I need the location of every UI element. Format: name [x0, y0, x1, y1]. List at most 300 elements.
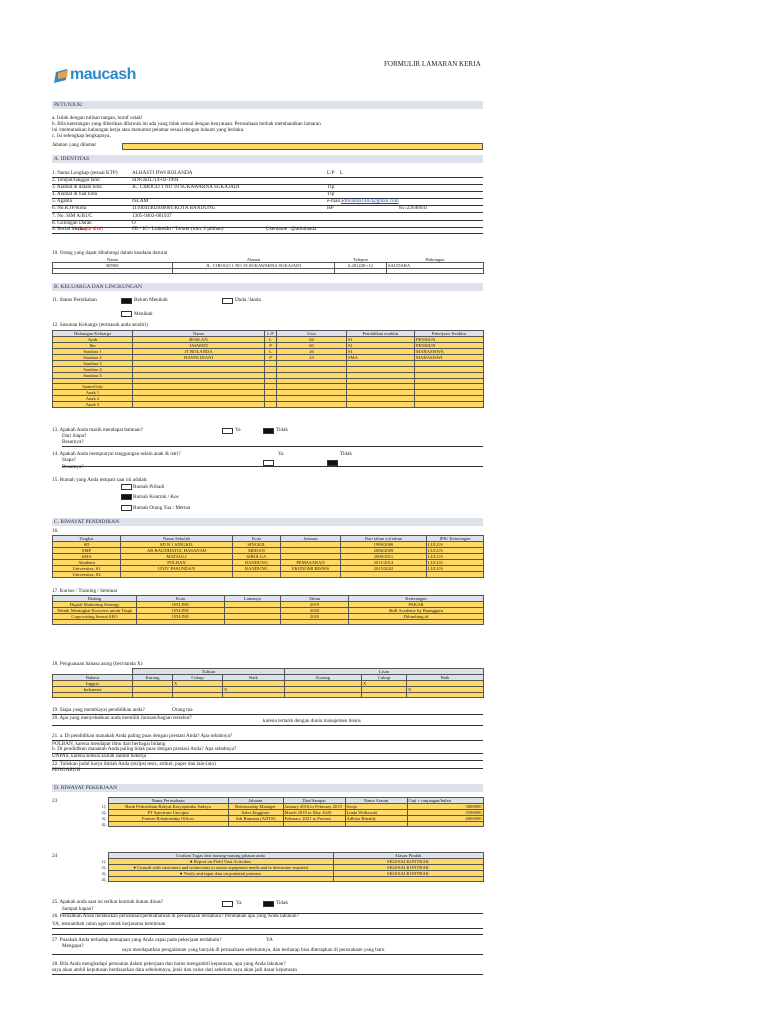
row-number: 1).: [101, 859, 107, 864]
q21a-label: 21. a. Di pendidikan manakah Anda paling puas dengan prestasi Anda? Apa sebabnya?: [52, 733, 233, 739]
table-cell[interactable]: Dibimbing.id: [349, 614, 484, 620]
identitas-extra-label: Tlp: [327, 191, 335, 197]
table-cell[interactable]: [277, 402, 347, 408]
table-cell[interactable]: [333, 877, 483, 882]
table-cell[interactable]: L: [265, 349, 277, 355]
keluarga-heading: B. KELUARGA DAN LINGKUNGAN: [52, 283, 483, 291]
table-cell[interactable]: PT Spectrum Unicipta: [108, 810, 228, 816]
table-header: Lamanya: [225, 596, 281, 602]
table-cell[interactable]: ONLINE: [137, 608, 225, 614]
petunjuk-heading: PETUNJUK:: [52, 101, 483, 109]
status-checkbox[interactable]: [222, 298, 233, 304]
table-cell[interactable]: MATAULI: [121, 554, 233, 560]
table-cell[interactable]: MAHASISWA: [415, 349, 484, 355]
tulisan-header: Tulisan: [133, 669, 285, 675]
table-cell[interactable]: Copywriting Sesuai SEO: [53, 614, 137, 620]
table-cell[interactable]: SELESAI KONTRAK: [333, 865, 483, 871]
table-header: Kota: [137, 596, 225, 602]
ya-label: Ya: [235, 427, 241, 433]
q22-answer[interactable]: PENGARUH: [52, 767, 81, 773]
table-cell[interactable]: SMP: [53, 548, 121, 554]
table-cell[interactable]: [137, 620, 225, 625]
table-cell[interactable]: Skill Academy by Ruangguru: [349, 608, 484, 614]
table-cell[interactable]: 3500000: [407, 810, 483, 816]
table-cell[interactable]: SELESAI KONTRAK: [333, 871, 483, 877]
family-table: [52, 330, 484, 408]
q20-label: 20. Apa yang menyebabkan anda memilih Jurusan/bagian tersebut?: [52, 715, 192, 721]
identitas-extra-label: L/P: [327, 170, 335, 176]
table-cell[interactable]: HANNI DIANI: [133, 355, 265, 361]
q19-answer[interactable]: Orang tua: [172, 707, 193, 713]
ya-label: Ya: [236, 900, 242, 906]
table-cell[interactable]: SD N 1 SINGKIL: [121, 542, 233, 548]
table-header: Gaji + tunjangan/bulan: [407, 798, 483, 804]
table-header: Hubungan: [425, 257, 445, 262]
q24-label: 24: [52, 853, 58, 859]
table-cell[interactable]: 4000000: [407, 816, 483, 822]
emergency-cell[interactable]: JL. CIBOGO 1 NO 18 SUKAWARNA SUKAJADI: [173, 263, 335, 269]
q26-answer[interactable]: YA, menambah calon agen untuk kerjasama kemitraan: [52, 921, 166, 927]
table-cell[interactable]: [341, 572, 427, 578]
ya-label: Ya: [278, 451, 284, 457]
field-underline: [52, 198, 483, 199]
identitas-value[interactable]: O: [132, 220, 136, 226]
table-row: [53, 572, 484, 578]
table-row: [53, 693, 484, 698]
tidak-label: Tidak: [276, 427, 288, 433]
table-header: Baik: [407, 675, 484, 681]
table-row: [53, 620, 484, 625]
table-cell[interactable]: Ayah: [53, 337, 133, 343]
table-cell[interactable]: [281, 620, 349, 625]
table-cell[interactable]: X: [223, 687, 285, 693]
table-header: Nama: [133, 331, 265, 337]
table-cell[interactable]: [407, 822, 483, 827]
identitas-extra-value[interactable]: 85722646041: [399, 205, 428, 211]
table-cell[interactable]: [133, 402, 265, 408]
maucash-logo: [52, 66, 144, 86]
q28-answer[interactable]: saya akan ambil keputusan berdasarkan data sebelumnya, jenis dan value dari sebelum saya akan jadi dasar keputusan: [52, 967, 298, 973]
table-cell[interactable]: AR-RAUDHATUL HASANAH: [121, 548, 233, 554]
table-cell[interactable]: BANDUNG: [233, 566, 281, 572]
table-header: Hubungan Keluarga: [53, 331, 133, 337]
table-cell[interactable]: LULUS: [427, 560, 484, 566]
q21a-answer[interactable]: POLBAN, karena mendapat ilmu dari berbagai bidang: [52, 741, 166, 747]
table-cell[interactable]: JT ROLANDA: [133, 349, 265, 355]
table-cell[interactable]: Anak 1: [53, 390, 133, 396]
q14-label: 14. Apakah Anda mempunyai tanggungan selain anak & istri?: [52, 451, 181, 457]
pendidikan-heading: C. RIWAYAT PENDIDIKAN: [52, 518, 483, 526]
rumah-checkbox[interactable]: [121, 484, 132, 490]
row-number: 4).: [101, 821, 107, 827]
table-cell[interactable]: SINGKIL: [233, 542, 281, 548]
table-header: Uraikan Tugas dari masing-masing jabatan anda: [108, 853, 333, 859]
table-cell[interactable]: 1999/2006: [341, 542, 427, 548]
emergency-cell[interactable]: [53, 269, 173, 274]
lisan-header: Lisan: [285, 669, 484, 675]
label-note: (wajib diisi): [78, 226, 104, 232]
table-cell[interactable]: Indonesia: [53, 687, 133, 693]
table-cell[interactable]: Universitas, S1: [53, 566, 121, 572]
table-cell[interactable]: 2020: [281, 608, 349, 614]
q22-label: 22. Tuliskan judul karya ilmiah Anda (skripsi tesis, artikel, paper dan lain-lain): [52, 761, 216, 767]
table-cell[interactable]: Digital Marketing Strategy: [53, 602, 137, 608]
table-cell[interactable]: ROSLAN: [133, 337, 265, 343]
table-cell[interactable]: LULUS: [427, 542, 484, 548]
identitas-label: 8. Golongan Darah: [52, 220, 92, 226]
table-cell[interactable]: [283, 822, 345, 827]
petunjuk-line: b. Bila keterangan yang diberikan dibawah ini ada yang tidak sesuai dengan kenyataan. Perusahaan berhak membatalkan lamaran: [52, 121, 321, 127]
table-cell[interactable]: [173, 693, 223, 698]
table-header: Bidang: [53, 596, 137, 602]
table-cell[interactable]: X: [173, 681, 223, 687]
table-cell[interactable]: SIBOLGA: [233, 554, 281, 560]
table-cell[interactable]: Partner Relationship Officer: [108, 816, 228, 822]
table-cell[interactable]: [285, 693, 362, 698]
table-header: Kurang: [133, 675, 173, 681]
table-cell[interactable]: [121, 572, 233, 578]
table-cell[interactable]: ● Consult with customers and technicians to assess equipment needs and to determine required: [108, 865, 333, 871]
table-cell[interactable]: ● Report on Field Visit Activities: [108, 859, 333, 865]
table-cell[interactable]: X: [362, 681, 407, 687]
table-cell[interactable]: Sales Engginer: [228, 810, 283, 816]
table-cell[interactable]: [415, 402, 484, 408]
table-cell[interactable]: [53, 693, 133, 698]
table-header: Dari tahun s/d tahun: [341, 536, 427, 542]
table-header: Dari/Sampai: [283, 798, 345, 804]
identitas-value[interactable]: ALHASTI DWI ROLANDA: [132, 170, 193, 176]
pekerjaan-heading: D. RIWAYAT PEKERJAAN: [52, 784, 483, 792]
petunjuk-line: c. Isi selengkap lengkapnya.: [52, 133, 111, 139]
table-cell[interactable]: X: [407, 687, 484, 693]
status-checkbox[interactable]: [121, 311, 132, 317]
table-cell[interactable]: [108, 877, 333, 882]
table-header: Pendidikan terakhir: [347, 331, 415, 337]
table-header: Usia: [277, 331, 347, 337]
identitas-label: 6. No.KTP/Kota: [52, 205, 87, 211]
field-underline: [52, 184, 483, 185]
q25-tidak-checkbox[interactable]: [263, 901, 274, 907]
status-checkbox[interactable]: [121, 298, 132, 304]
table-cell[interactable]: Adhitia Rinaldy: [345, 816, 407, 822]
q25-ya-checkbox[interactable]: [222, 901, 233, 907]
table-header: Telepon: [353, 257, 368, 262]
identitas-label: 9. Social Media: [52, 226, 85, 232]
table-header: Cukup: [362, 675, 407, 681]
q27-label: 27. Puaskah Anda terhadap kemajuan yang Anda capai pada pekerjaan terdahulu?: [52, 937, 222, 943]
q13-sub: Besarnya?: [62, 439, 84, 445]
table-cell[interactable]: [347, 402, 415, 408]
table-cell[interactable]: PENSIUN: [415, 343, 484, 349]
q13-sub: Dari Siapa?: [62, 433, 87, 439]
field-underline: [52, 177, 483, 178]
table-header: Keterangan: [349, 596, 484, 602]
status-option: Menikah: [134, 311, 153, 317]
table-cell[interactable]: March 2019 to May 2020: [283, 810, 345, 816]
rumah-checkbox[interactable]: [121, 505, 132, 511]
table-cell[interactable]: 2006/2009: [341, 548, 427, 554]
education-table: [52, 535, 484, 578]
tidak-label: Tidak: [276, 900, 288, 906]
table-cell[interactable]: February 2021 to Present: [283, 816, 345, 822]
emergency-cell[interactable]: 6,28122E+12: [335, 263, 387, 269]
q16-label: 16.: [52, 528, 59, 534]
susunan-label: 12. Susunan Keluarga (termasuk anda sendiri): [52, 322, 148, 328]
identitas-label: 5. Agama: [52, 198, 72, 204]
table-header: Nama: [107, 257, 118, 262]
row-number: 3).: [101, 871, 107, 876]
q28-label: 28. Bila Anda menghadapi persoalan dalam pekerjaan dan harus mengambil keputusan, apa yang Anda lakukan?: [52, 961, 286, 967]
emergency-cell[interactable]: [173, 269, 335, 274]
table-cell[interactable]: 23: [277, 355, 347, 361]
table-cell[interactable]: Relationship Manager: [228, 804, 283, 810]
rumah-checkbox[interactable]: [121, 494, 132, 500]
identitas-value[interactable]: FB / IG / LinkedIn / Twitter (min. 2 pilihan): [132, 226, 224, 232]
table-cell[interactable]: 2019: [281, 602, 349, 608]
table-cell[interactable]: PENSIUN: [415, 337, 484, 343]
table-cell[interactable]: ● Verify and input data on potential partners: [108, 871, 333, 877]
table-cell[interactable]: Saudara 2: [53, 355, 133, 361]
status-label: 11. Status Pernikahan: [52, 297, 97, 303]
q26-label: 26. Pernahkah Anda melakukan perubahan/pembaharuan di perusahaan terdahulu? Perubahan apa yang Anda lakukan?: [52, 913, 299, 919]
table-cell[interactable]: Suami/Istri: [53, 384, 133, 390]
table-cell[interactable]: Saudara 5: [53, 373, 133, 379]
table-header: Baik: [223, 675, 285, 681]
table-header: Cukup: [173, 675, 223, 681]
identitas-extra-label: HP: [327, 205, 334, 211]
status-option: Belum Menikah: [134, 297, 168, 303]
table-cell[interactable]: [223, 693, 285, 698]
table-header: IPK/ Keterangan: [427, 536, 484, 542]
q20-answer[interactable]: karena tertarik dengan dunia manajemen bisnis: [263, 718, 361, 724]
job-table: [100, 797, 484, 827]
table-cell[interactable]: BANDUNG: [233, 560, 281, 566]
email-link[interactable]: adrolanda1402@gmail.com: [341, 198, 399, 204]
table-cell[interactable]: Adi Bumanu (ANTE): [228, 816, 283, 822]
table-header: Kurang: [285, 675, 362, 681]
table-cell[interactable]: SD: [53, 542, 121, 548]
table-header: Tahun: [281, 596, 349, 602]
table-header: L/P: [265, 331, 277, 337]
tidak-label: Tidak: [340, 451, 352, 457]
table-cell[interactable]: PEMASARAN: [281, 560, 341, 566]
q17-label: 17. Kursus / Training / Seminar: [52, 588, 118, 594]
logo-icon: [52, 67, 72, 85]
table-cell[interactable]: [108, 822, 228, 827]
q21b-answer[interactable]: UNPAS, karena selesai kuliah sambil bekerja: [52, 753, 147, 759]
table-cell[interactable]: SMA: [347, 355, 415, 361]
table-header: Pekerjaan Terakhir: [415, 331, 484, 337]
table-header: Alamat: [246, 257, 261, 262]
table-cell[interactable]: 26: [277, 349, 347, 355]
table-row: [100, 877, 483, 882]
q27-reason[interactable]: saya mendapatkan pengalaman yang banyak di perusahaan sebelumnya, dan berharap bisa diterapkan di perusahaan yang baru: [122, 947, 385, 953]
table-cell[interactable]: Saudara 4: [53, 367, 133, 373]
table-cell[interactable]: 60: [277, 343, 347, 349]
identitas-value[interactable]: SINGKIL/14-02-1994: [132, 177, 179, 183]
table-cell[interactable]: [133, 693, 173, 698]
emergency-cell[interactable]: [335, 269, 387, 274]
table-cell[interactable]: S1: [347, 337, 415, 343]
q25-sub: Sampai kapan?: [62, 906, 94, 912]
field-underline: [52, 191, 483, 192]
row-number: 2).: [101, 865, 107, 870]
q13-ya-checkbox[interactable]: [222, 428, 233, 434]
status-option: Duda /Janda: [235, 297, 261, 303]
field-underline: [52, 233, 483, 234]
table-cell[interactable]: 2020: [281, 614, 349, 620]
table-cell[interactable]: Universitas, S2: [53, 572, 121, 578]
q13-label: 13. Apakah Anda masih mendapat bantuan?: [52, 427, 144, 433]
table-cell[interactable]: MAHASISWI: [415, 355, 484, 361]
table-cell[interactable]: [281, 572, 341, 578]
emergency-table: [52, 257, 484, 274]
rumah-option: Rumah Pribadi: [133, 484, 165, 490]
table-cell[interactable]: [349, 620, 484, 625]
q14-sub: Besarnya?: [62, 464, 84, 470]
table-cell[interactable]: Anak 3: [53, 402, 133, 408]
identitas-extra-label: Username : @adrolanda: [266, 226, 317, 232]
jabatan-label: Jabatan yang dilamar: [52, 142, 97, 148]
table-cell[interactable]: LULUS: [427, 548, 484, 554]
rumah-option: Rumah Orang Tua / Mertua: [133, 505, 191, 511]
q19-label: 19. Siapa yang membiayai pendidikan anda?: [52, 707, 145, 713]
field-underline: [52, 220, 483, 221]
table-row: [53, 402, 484, 408]
table-cell[interactable]: [53, 620, 137, 625]
table-header: Kota: [233, 536, 281, 542]
table-cell[interactable]: ONLINE: [137, 614, 225, 620]
table-cell[interactable]: Sonjo: [345, 804, 407, 810]
table-cell[interactable]: EKONOMI BISNIS: [281, 566, 341, 572]
q13-tidak-checkbox[interactable]: [263, 428, 274, 434]
table-cell[interactable]: UNIV PASUNDAN: [121, 566, 233, 572]
table-cell[interactable]: PAKAR: [349, 602, 484, 608]
table-cell[interactable]: ONLINE: [137, 602, 225, 608]
table-header: Nama Sekolah: [121, 536, 233, 542]
jabatan-input[interactable]: [122, 143, 483, 150]
q23-label: 23: [52, 798, 58, 804]
table-cell[interactable]: LULUS: [427, 554, 484, 560]
emergency-cell[interactable]: BINRI: [53, 263, 173, 269]
kursus-table: [52, 595, 484, 625]
table-cell[interactable]: Inggris: [53, 681, 133, 687]
row-number: 2).: [101, 810, 107, 815]
table-cell[interactable]: [233, 572, 281, 578]
identitas-value[interactable]: 1110041402940001/KOTA BANDUNG: [132, 205, 216, 211]
table-cell[interactable]: [265, 402, 277, 408]
table-cell[interactable]: L: [265, 337, 277, 343]
table-cell[interactable]: 2015/2022: [341, 566, 427, 572]
table-cell[interactable]: Linda Widiawati: [345, 810, 407, 816]
identitas-heading: A. IDENTITAS: [52, 155, 483, 163]
table-cell[interactable]: January 2016 to February 2019: [283, 804, 345, 810]
q14-sub: Siapa?: [62, 457, 76, 463]
table-cell[interactable]: P: [265, 343, 277, 349]
form-title: FORMULIR LAMARAN KERJA: [384, 60, 481, 68]
table-header: Nama Perusahaan: [108, 798, 228, 804]
table-cell[interactable]: P: [265, 355, 277, 361]
table-cell[interactable]: S1: [347, 343, 415, 349]
row-number: 3).: [101, 816, 107, 821]
table-header: Jabatan: [228, 798, 283, 804]
table-cell[interactable]: [427, 572, 484, 578]
table-cell[interactable]: Saudara 1: [53, 349, 133, 355]
identitas-label: 4. Alamat di luar kota: [52, 191, 98, 197]
table-cell[interactable]: LULUS: [427, 566, 484, 572]
identitas-value[interactable]: JL. CIBOGO 1 NO 18 SUKAWARNA SUKAJADI: [132, 184, 240, 190]
q18-label: 18. Penguasaan bahasa asing (beri/tanda X): [52, 661, 143, 667]
table-cell[interactable]: [225, 620, 281, 625]
identitas-label: 7. No. SIM A/B1/C: [52, 213, 93, 219]
bahasa-table: [52, 668, 484, 698]
table-cell[interactable]: Saudara 3: [53, 361, 133, 367]
q15-label: 15. Rumah yang Anda tempati saat ini adalah:: [52, 477, 148, 483]
table-cell[interactable]: [407, 693, 484, 698]
field-underline: [52, 212, 483, 213]
identitas-label: 1. Nama Lengkap (sesuai KTP): [52, 170, 118, 176]
table-cell[interactable]: Bank Perkreditan Rakyat Karyajatnika Sadaya: [108, 804, 228, 810]
table-cell[interactable]: SMA: [53, 554, 121, 560]
table-cell[interactable]: Anak 2: [53, 396, 133, 402]
table-cell[interactable]: SELESAI KONTRAK: [333, 859, 483, 865]
table-cell[interactable]: MEDAN: [233, 548, 281, 554]
q27-sub: Mengapa?: [62, 943, 84, 949]
rumah-option: Rumah Kontrak / Kos: [133, 494, 179, 500]
table-row: [100, 865, 483, 871]
table-cell[interactable]: JASWATI: [133, 343, 265, 349]
table-cell[interactable]: S1: [347, 349, 415, 355]
identitas-extra-value[interactable]: L: [340, 170, 344, 176]
table-cell[interactable]: [345, 822, 407, 827]
q21b-label: b. Di pendidikan manakah Anda paling tidak puas dengan prestasi Anda? Apa sebabnya?: [52, 746, 237, 752]
identitas-label: 3. Alamat di dalam kota: [52, 184, 102, 190]
table-header: Nama Atasan: [345, 798, 407, 804]
table-cell[interactable]: Ibu: [53, 343, 133, 349]
q25-label: 25. Apakah anda saat ini terikat kontrak ikatan dinas?: [52, 899, 164, 905]
table-cell[interactable]: 3000000: [407, 804, 483, 810]
petunjuk-line: a. Isilah dengan tulisan tangan, huruf cetak!: [52, 115, 143, 121]
identitas-value[interactable]: ISLAM: [132, 198, 149, 204]
identitas-extra-label: e-mail: [327, 198, 341, 204]
table-cell[interactable]: [228, 822, 283, 827]
identitas-value[interactable]: 1305-9402-001937: [132, 213, 172, 219]
emergency-cell[interactable]: [387, 269, 484, 274]
emergency-cell[interactable]: SAUDARA: [387, 263, 484, 269]
petunjuk-line: ini /memutuskan hubungan kerja atau menuntut pelamar sesuai dengan hukum yang berlaku.: [52, 127, 245, 133]
row-number: 4).: [101, 876, 107, 882]
row-number: 1).: [101, 804, 107, 809]
table-cell[interactable]: 2009/2011: [341, 554, 427, 560]
table-header: Bahasa: [53, 675, 133, 681]
table-cell[interactable]: [362, 693, 407, 698]
table-cell[interactable]: 2011/2014: [341, 560, 427, 566]
tugas-table: [100, 852, 484, 882]
table-header: Alasan Pindah: [333, 853, 483, 859]
logo-text: maucash: [70, 66, 136, 83]
table-cell[interactable]: 64: [277, 337, 347, 343]
table-cell[interactable]: POLBAN: [121, 560, 233, 566]
table-header: Tingkat: [53, 536, 121, 542]
table-header: Jurusan: [281, 536, 341, 542]
emergency-label: 10. Orang yang dapat dihubungi dalam keadaan darurat: [52, 250, 168, 256]
table-row: [100, 822, 483, 827]
q27-answer[interactable]: YA: [266, 937, 273, 943]
identitas-label: 2. Tempat/tanggal lahir: [52, 177, 101, 183]
table-cell[interactable]: Akademi: [53, 560, 121, 566]
identitas-extra-label: Tlp: [327, 184, 335, 190]
table-cell[interactable]: Teknik Meningkat Konversi untuk Tingk: [53, 608, 137, 614]
